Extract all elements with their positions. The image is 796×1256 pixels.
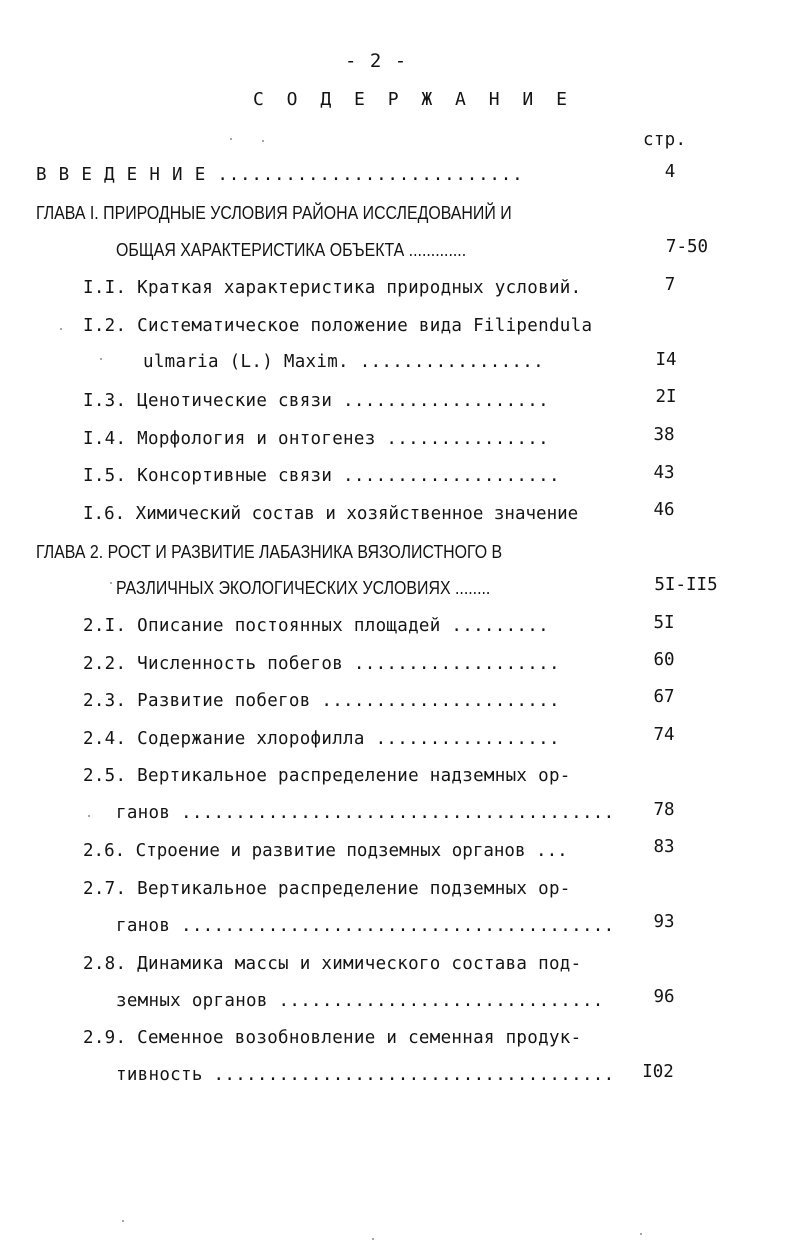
toc-entry-page: 5I-II5 (654, 575, 718, 595)
toc-entry-text: 2.5. Вертикальное распределение надземных ор- (83, 766, 571, 786)
scan-speck (122, 1220, 124, 1222)
scan-speck (100, 358, 102, 360)
scan-speck (372, 1238, 374, 1240)
toc-entry-text: ГЛАВА I. ПРИРОДНЫЕ УСЛОВИЯ РАЙОНА ИССЛЕДОВАНИЙ И (36, 202, 512, 223)
toc-entry-text: 2.9. Семенное возобновление и семенная продук- (83, 1028, 582, 1048)
toc-entry-page: 2I (655, 387, 677, 407)
toc-entry-text: I.3. Ценотические связи ................... (83, 391, 549, 411)
toc-entry-text-continued: ганов ........................................ (116, 803, 615, 823)
scan-speck (262, 140, 264, 142)
toc-entry-page: 93 (653, 912, 675, 932)
toc-entry-page: 4 (664, 162, 676, 182)
toc-entry-text: 2.2. Численность побегов ................... (83, 654, 560, 674)
toc-entry-text: В В Е Д Е Н И Е ........................... (36, 165, 524, 185)
toc-entry-text-continued: ОБЩАЯ ХАРАКТЕРИСТИКА ОБЪЕКТА ............. (116, 239, 467, 260)
document-title: С О Д Е Р Ж А Н И Е (253, 89, 573, 110)
toc-entry-text: 2.7. Вертикальное распределение подземных ор- (83, 879, 571, 899)
toc-entry-text-continued: ганов ........................................ (116, 916, 615, 936)
toc-entry-page: 43 (653, 463, 675, 483)
toc-entry-text: I.4. Морфология и онтогенез ............... (83, 429, 549, 449)
toc-entry-text: I.6. Химический состав и хозяйственное значение (83, 504, 579, 524)
page-number: - 2 - (345, 50, 408, 72)
toc-entry-text: 2.4. Содержание хлорофилла ................. (83, 729, 560, 749)
scan-speck (230, 138, 232, 140)
toc-entry-page: 7 (664, 275, 676, 295)
toc-entry-page: 83 (653, 837, 675, 857)
toc-entry-page: I02 (642, 1062, 674, 1082)
scan-speck (640, 1233, 642, 1235)
toc-entry-page: 7-50 (665, 237, 709, 257)
toc-entry-text-continued: РАЗЛИЧНЫХ ЭКОЛОГИЧЕСКИХ УСЛОВИЯХ ........ (116, 577, 491, 598)
toc-entry-text: 2.I. Описание постоянных площадей ......... (83, 616, 549, 636)
toc-entry-page: 38 (653, 425, 675, 445)
toc-entry-text-continued: тивность ..................................... (116, 1065, 615, 1085)
toc-entry-text: I.5. Консортивные связи .................... (83, 466, 560, 486)
toc-entry-text: I.I. Краткая характеристика природных условий. (83, 278, 582, 298)
toc-entry-text: ГЛАВА 2. РОСТ И РАЗВИТИЕ ЛАБАЗНИКА ВЯЗОЛИСТНОГО В (36, 541, 503, 562)
toc-entry-page: 74 (653, 725, 675, 745)
scan-speck (88, 815, 90, 817)
toc-entry-text: 2.6. Строение и развитие подземных органов ... (83, 841, 568, 861)
toc-entry-text: I.2. Систематическое положение вида Filipendula (83, 316, 593, 336)
page-column-label: стр. (643, 130, 687, 150)
toc-entry-page: 60 (653, 650, 675, 670)
scan-speck (60, 328, 62, 330)
toc-entry-text-continued: земных органов .............................. (116, 991, 604, 1011)
toc-entry-text: 2.8. Динамика массы и химического состава под- (83, 954, 582, 974)
toc-entry-text-continued: ulmaria (L.) Maxim. ................. (143, 352, 544, 372)
scan-speck (110, 582, 112, 584)
toc-entry-page: I4 (655, 350, 677, 370)
toc-entry-page: 96 (653, 987, 675, 1007)
toc-entry-page: 5I (653, 613, 675, 633)
toc-entry-page: 78 (653, 800, 675, 820)
toc-entry-text: 2.3. Развитие побегов ...................... (83, 691, 560, 711)
toc-entry-page: 67 (653, 687, 675, 707)
toc-entry-page: 46 (653, 500, 675, 520)
